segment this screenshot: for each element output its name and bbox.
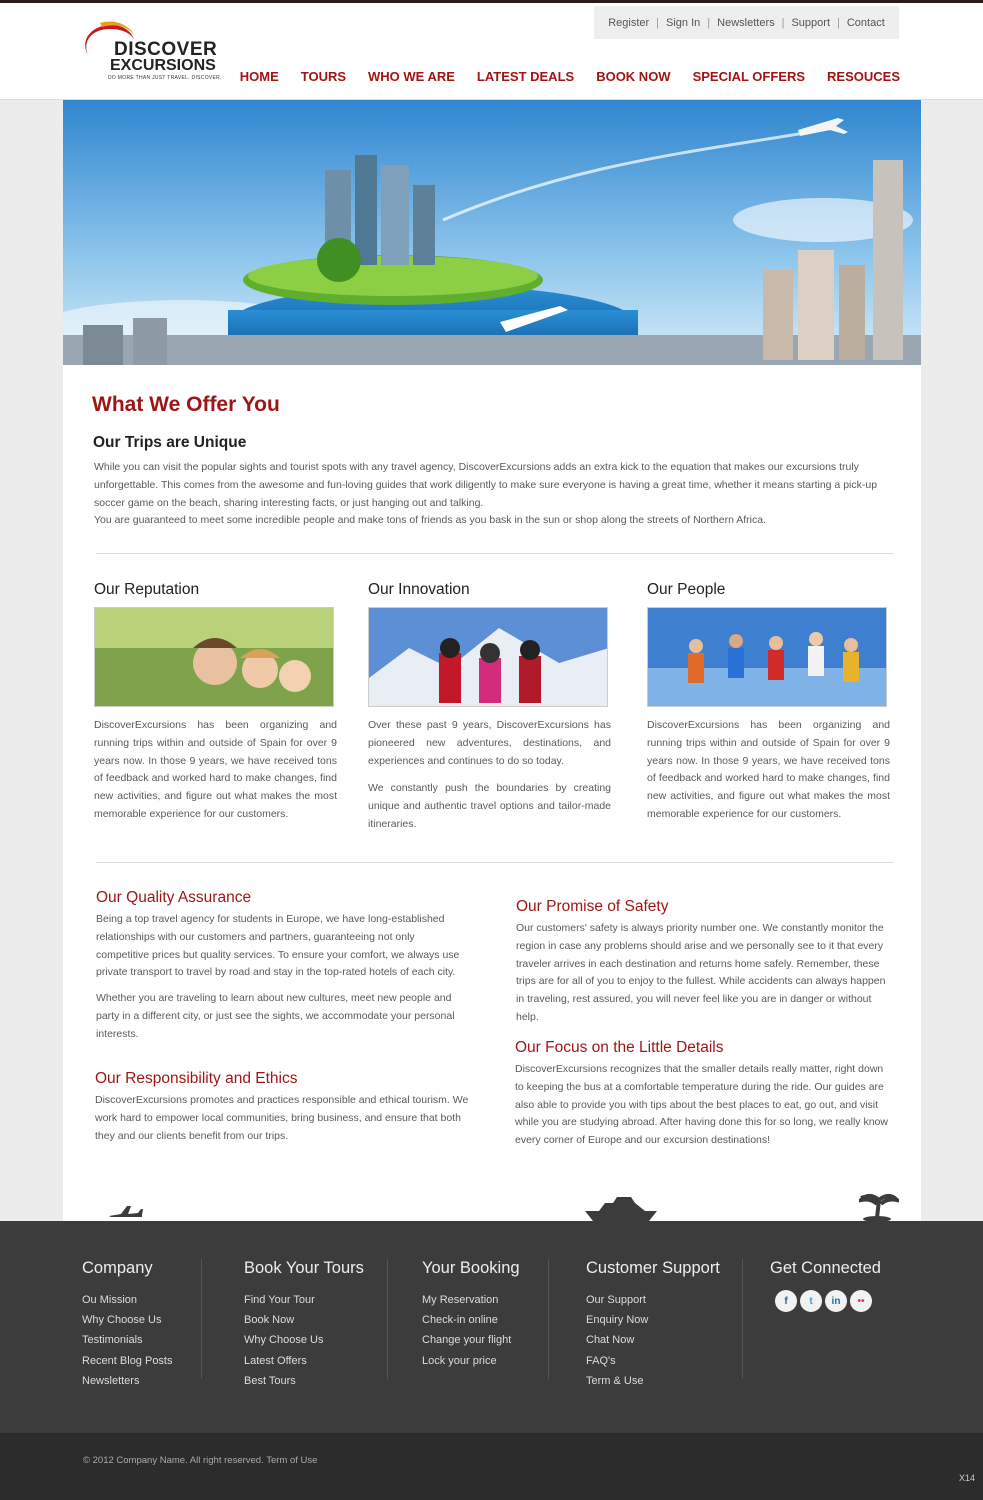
quality-text: Being a top travel agency for students in Europe, we have long-established relationships with our customers and partners, guaranteeing not only competitive prices but quality services. To ensure your comfort, we always use private transport to travel by road and stay in the top-rated hotels of each city.: [96, 913, 460, 979]
sign-in-link[interactable]: Sign In: [666, 16, 701, 29]
main-content: [63, 365, 921, 1221]
footer-link[interactable]: Recent Blog Posts: [82, 1354, 173, 1367]
nav-home[interactable]: HOME: [239, 69, 279, 84]
footer-heading: Book Your Tours: [244, 1259, 364, 1277]
footer-book-tours: [244, 1259, 364, 1391]
facebook-icon[interactable]: f: [775, 1290, 797, 1312]
site-logo[interactable]: [78, 17, 238, 87]
feature-text: DiscoverExcursions has been organizing and running trips within and outside of Spain for over 9 years now. In those 9 years, we have received tons of feedback and worked hard to make changes, find new activities, and figure out what makes the most memorable experience for our customers.: [94, 719, 337, 820]
feature-title: Our Reputation: [94, 581, 200, 598]
feature-text: Over these past 9 years, DiscoverExcursions has pioneered new adventures, destinations, and experiences and continues to do so today.: [368, 719, 611, 767]
footer-heading: Company: [82, 1259, 153, 1277]
quality-title: Our Quality Assurance: [96, 889, 252, 906]
quality-assurance: [96, 889, 470, 1044]
footer-your-booking: [422, 1259, 520, 1371]
site-header: [0, 3, 983, 100]
footer-company: [82, 1259, 173, 1391]
site-footer: [0, 1221, 983, 1433]
safety-title: Our Promise of Safety: [516, 898, 669, 915]
footer-heading: Customer Support: [586, 1259, 720, 1277]
footer-divider: [742, 1259, 743, 1379]
utility-links: Register | Sign In | Newsletters | Support | Contact: [594, 6, 899, 39]
footer-link[interactable]: Best Tours: [244, 1374, 296, 1387]
main-nav: [218, 69, 900, 84]
feature-people: [647, 581, 890, 824]
footer-get-connected: [770, 1259, 881, 1312]
feature-title: Our Innovation: [368, 581, 470, 598]
footer-divider: [387, 1259, 388, 1379]
footer-divider: [548, 1259, 549, 1379]
footer-link[interactable]: Change your flight: [422, 1334, 512, 1347]
footer-link[interactable]: Ou Mission: [82, 1294, 138, 1306]
footer-link[interactable]: Book Now: [244, 1314, 295, 1327]
intro-paragraph: You are guaranteed to meet some incredible people and make tons of friends as you bask in the sun or shop along the streets of Northern Africa.: [94, 514, 767, 527]
footer-link[interactable]: Enquiry Now: [586, 1314, 649, 1327]
social-icons: [775, 1290, 881, 1312]
divider: [96, 862, 894, 863]
hero-banner: [63, 100, 921, 365]
feature-reputation: [94, 581, 337, 824]
footer-link[interactable]: My Reservation: [422, 1294, 499, 1306]
newsletters-link[interactable]: Newsletters: [717, 16, 775, 29]
linkedin-icon[interactable]: in: [825, 1290, 847, 1312]
ship-icon: [585, 1193, 657, 1221]
footer-link[interactable]: Testimonials: [82, 1334, 143, 1347]
responsibility-title: Our Responsibility and Ethics: [95, 1070, 298, 1087]
nav-who-we-are[interactable]: WHO WE ARE: [368, 69, 455, 84]
flickr-icon[interactable]: ••: [850, 1290, 872, 1312]
footer-link[interactable]: Newsletters: [82, 1374, 140, 1387]
support-link[interactable]: Support: [791, 16, 830, 29]
register-link[interactable]: Register: [608, 16, 650, 29]
details-text: DiscoverExcursions recognizes that the smaller details really matter, right down to keeping the bus at a comfortable temperature during the ride. Our guides are also able to provide you with tips about the best places to eat, go out, and visit while you are studying abroad. After having done this for so long, we really know every corner of Europe and our excursion destinations!: [515, 1063, 888, 1147]
responsibility-ethics: [95, 1070, 469, 1145]
footer-link[interactable]: Why Choose Us: [82, 1314, 162, 1327]
logo-tagline: DO MORE THAN JUST TRAVEL. DISCOVER.: [108, 75, 222, 81]
footer-link[interactable]: FAQ's: [586, 1354, 616, 1367]
copyright-text: © 2012 Company Name. All right reserved. Term of Use: [83, 1455, 318, 1466]
footer-link[interactable]: Term & Use: [586, 1374, 644, 1387]
palm-tree-icon: [859, 1192, 899, 1221]
footer-heading: Your Booking: [422, 1259, 520, 1277]
nav-tours[interactable]: TOURS: [300, 69, 347, 84]
quality-text: Whether you are traveling to learn about new cultures, meet new people and party in a different city, or just see the sights, we accommodate your personal interests.: [96, 992, 455, 1040]
focus-little-details: [515, 1039, 889, 1150]
logo-line1: DISCOVER: [114, 39, 218, 60]
nav-latest-deals[interactable]: LATEST DEALS: [476, 69, 575, 84]
people-photo: [647, 607, 887, 707]
nav-special-offers[interactable]: SPECIAL OFFERS: [692, 69, 806, 84]
safety-text: Our customers' safety is always priority number one. We constantly monitor the region in case any problems should arise and we personally see to it that every traveler arrives in each destination and returns home safely. Remember, these trips are for all of you to enjoy to the fullest. While accidents can always happen in traveling, rest assured, you will never feel like you are in danger or without help.: [516, 922, 886, 1023]
section-title: What We Offer You: [92, 393, 280, 416]
nav-resources[interactable]: RESOUCES: [827, 69, 900, 84]
footer-link[interactable]: Check-in online: [422, 1314, 498, 1327]
footer-link[interactable]: Chat Now: [586, 1334, 635, 1347]
intro-text: [94, 459, 884, 530]
innovation-photo: [368, 607, 608, 707]
corner-tag: X14: [958, 1473, 975, 1483]
logo-line2: EXCURSIONS: [110, 57, 216, 74]
intro-paragraph: While you can visit the popular sights and tourist spots with any travel agency, DiscoverExcursions adds an extra kick to the equation that makes our excursions truly unforgettable. This comes from the awesome and fun-loving guides that work diligently to make sure everyone is having a great time, whether it means starting a pick-up soccer game on the beach, sharing interesting facts, or just hanging out and talking.: [94, 461, 878, 509]
footer-link[interactable]: Latest Offers: [244, 1354, 307, 1367]
feature-text: DiscoverExcursions has been organizing and running trips within and outside of Spain for over 9 years now. In those 9 years, we have received tons of feedback and worked hard to make changes, find new activities, and figure out what makes the most memorable experience for our customers.: [647, 719, 890, 820]
reputation-photo: [94, 607, 334, 707]
footer-bottom-bar: [0, 1433, 983, 1500]
footer-link[interactable]: Why Choose Us: [244, 1334, 324, 1347]
footer-link[interactable]: Our Support: [586, 1294, 646, 1306]
airplane-icon: [107, 1206, 143, 1222]
footer-link[interactable]: Find Your Tour: [244, 1294, 315, 1306]
section-subtitle: Our Trips are Unique: [93, 434, 247, 451]
twitter-icon[interactable]: t: [800, 1290, 822, 1312]
details-title: Our Focus on the Little Details: [515, 1039, 724, 1056]
promise-of-safety: [516, 898, 890, 1027]
footer-link[interactable]: Lock your price: [422, 1354, 497, 1367]
footer-heading: Get Connected: [770, 1259, 881, 1277]
nav-book-now[interactable]: BOOK NOW: [596, 69, 671, 84]
divider: [96, 553, 894, 554]
footer-customer-support: [586, 1259, 720, 1391]
contact-link[interactable]: Contact: [846, 16, 885, 29]
feature-title: Our People: [647, 581, 726, 598]
hero-illustration: [63, 100, 921, 365]
responsibility-text: DiscoverExcursions promotes and practices responsible and ethical tourism. We work hard to empower local communities, bring business, and ensure that both they and our clients benefit from our trips.: [95, 1094, 469, 1142]
feature-text: We constantly push the boundaries by creating unique and authentic travel options and tailor-made itineraries.: [368, 782, 611, 830]
footer-divider: [201, 1259, 202, 1379]
feature-innovation: [368, 581, 611, 834]
